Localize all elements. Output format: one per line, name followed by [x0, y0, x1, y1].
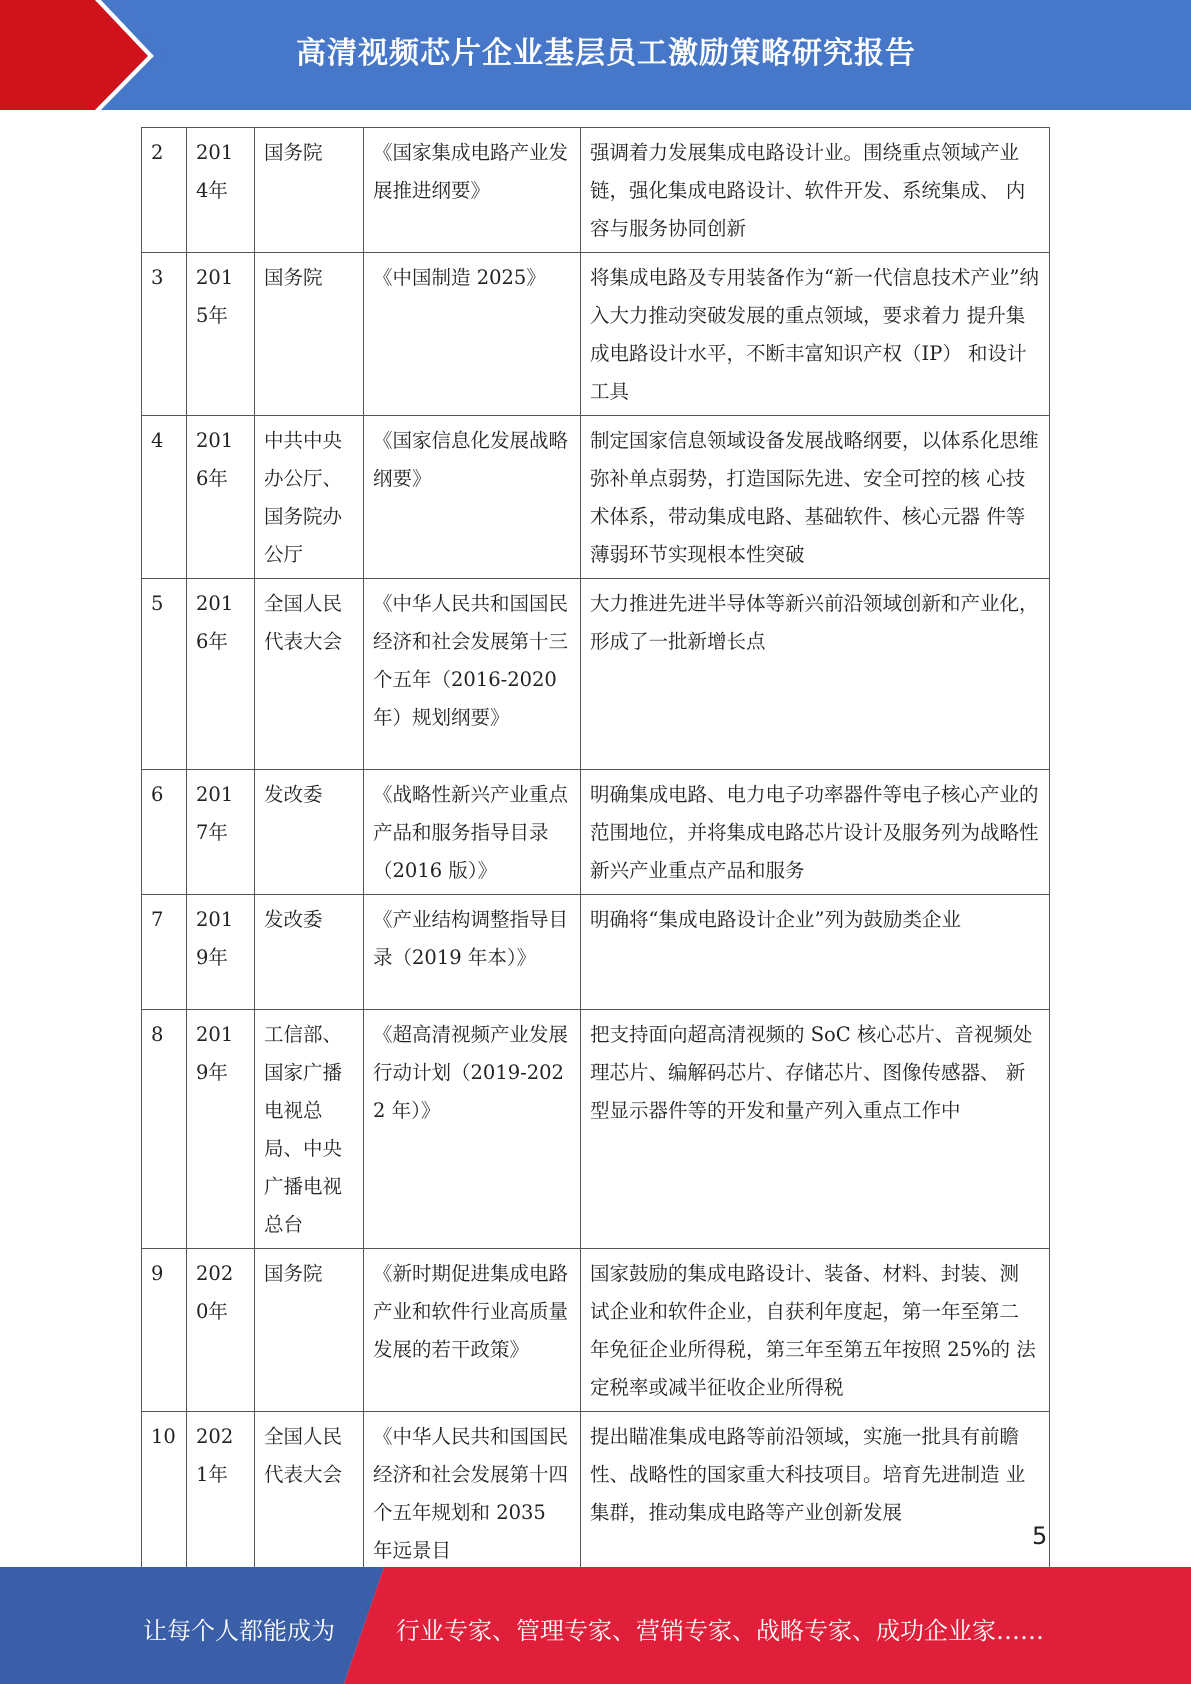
table-row [142, 579, 1050, 770]
cell-issuer: 发改委 [255, 770, 364, 895]
cell-issuer: 工信部、国家广播电视总局、中央广播电视总台 [255, 1010, 364, 1249]
cell-year: 2019年 [187, 1010, 255, 1249]
table-row [142, 416, 1050, 579]
cell-year: 2017年 [187, 770, 255, 895]
cell-issuer: 全国人民代表大会 [255, 1412, 364, 1575]
table-row [142, 895, 1050, 1010]
cell-content: 提出瞄准集成电路等前沿领域，实施一批具有前瞻性、战略性的国家重大科技项目。培育先进制造 业集群，推动集成电路等产业创新发展 [581, 1412, 1050, 1575]
cell-no: 7 [142, 895, 187, 1010]
policy-table [141, 127, 1050, 1575]
cell-issuer: 中共中央办公厅、国务院办公厅 [255, 416, 364, 579]
cell-no: 6 [142, 770, 187, 895]
cell-year: 2021年 [187, 1412, 255, 1575]
cell-no: 9 [142, 1249, 187, 1412]
cell-content: 强调着力发展集成电路设计业。围绕重点领域产业链，强化集成电路设计、软件开发、系统集成、 内容与服务协同创新 [581, 128, 1050, 253]
cell-document: 《中华人民共和国国民经济和社会发展第十四个五年规划和 2035 年远景目 [364, 1412, 581, 1575]
cell-document: 《产业结构调整指导目录（2019 年本）》 [364, 895, 581, 1010]
page-number: 5 [1032, 1522, 1048, 1550]
cell-document: 《中国制造 2025》 [364, 253, 581, 416]
page-header [0, 0, 1191, 110]
table-row [142, 1412, 1050, 1575]
cell-content: 将集成电路及专用装备作为“新一代信息技术产业”纳入大力推动突破发展的重点领域，要求着力 提升集成电路设计水平，不断丰富知识产权（IP） 和设计工具 [581, 253, 1050, 416]
table-row [142, 1010, 1050, 1249]
cell-year: 2016年 [187, 579, 255, 770]
table-row [142, 128, 1050, 253]
cell-document: 《战略性新兴产业重点产品和服务指导目录（2016 版）》 [364, 770, 581, 895]
cell-issuer: 全国人民代表大会 [255, 579, 364, 770]
table-row [142, 253, 1050, 416]
cell-no: 4 [142, 416, 187, 579]
cell-document: 《国家集成电路产业发展推进纲要》 [364, 128, 581, 253]
cell-document: 《超高清视频产业发展行动计划（2019-2022 年）》 [364, 1010, 581, 1249]
cell-no: 10 [142, 1412, 187, 1575]
cell-year: 2016年 [187, 416, 255, 579]
footer-slogan-right: 行业专家、管理专家、营销专家、战略专家、成功企业家…… [396, 1617, 1044, 1645]
cell-year: 2019年 [187, 895, 255, 1010]
cell-document: 《中华人民共和国国民经济和社会发展第十三个五年（2016-2020 年）规划纲要》 [364, 579, 581, 770]
page-footer [0, 1567, 1191, 1684]
cell-issuer: 国务院 [255, 1249, 364, 1412]
cell-no: 5 [142, 579, 187, 770]
cell-year: 2014年 [187, 128, 255, 253]
cell-issuer: 发改委 [255, 895, 364, 1010]
cell-document: 《国家信息化发展战略纲要》 [364, 416, 581, 579]
cell-no: 2 [142, 128, 187, 253]
cell-content: 明确将“集成电路设计企业”列为鼓励类企业 [581, 895, 1050, 1010]
header-title: 高清视频芯片企业基层员工激励策略研究报告 [296, 36, 916, 71]
cell-content: 明确集成电路、电力电子功率器件等电子核心产业的范围地位，并将集成电路芯片设计及服务列为战略性新兴产业重点产品和服务 [581, 770, 1050, 895]
cell-year: 2020年 [187, 1249, 255, 1412]
cell-document: 《新时期促进集成电路产业和软件行业高质量发展的若干政策》 [364, 1249, 581, 1412]
cell-content: 把支持面向超高清视频的 SoC 核心芯片、音视频处理芯片、编解码芯片、存储芯片、图像传感器、 新型显示器件等的开发和量产列入重点工作中 [581, 1010, 1050, 1249]
footer-slogan-left: 让每个人都能成为 [143, 1617, 335, 1645]
cell-content: 制定国家信息领域设备发展战略纲要，以体系化思维弥补单点弱势，打造国际先进、安全可控的核 心技术体系，带动集成电路、基础软件、核心元器 件等薄弱环节实现根本性突破 [581, 416, 1050, 579]
cell-year: 2015年 [187, 253, 255, 416]
cell-issuer: 国务院 [255, 253, 364, 416]
table-row [142, 1249, 1050, 1412]
cell-content: 大力推进先进半导体等新兴前沿领域创新和产业化，形成了一批新增长点 [581, 579, 1050, 770]
cell-no: 8 [142, 1010, 187, 1249]
cell-issuer: 国务院 [255, 128, 364, 253]
cell-content: 国家鼓励的集成电路设计、装备、材料、封装、测 试企业和软件企业，自获利年度起，第一年至第二 年免征企业所得税，第三年至第五年按照 25%的 法定税率或减半征收企业所得税 [581, 1249, 1050, 1412]
cell-no: 3 [142, 253, 187, 416]
table-row [142, 770, 1050, 895]
